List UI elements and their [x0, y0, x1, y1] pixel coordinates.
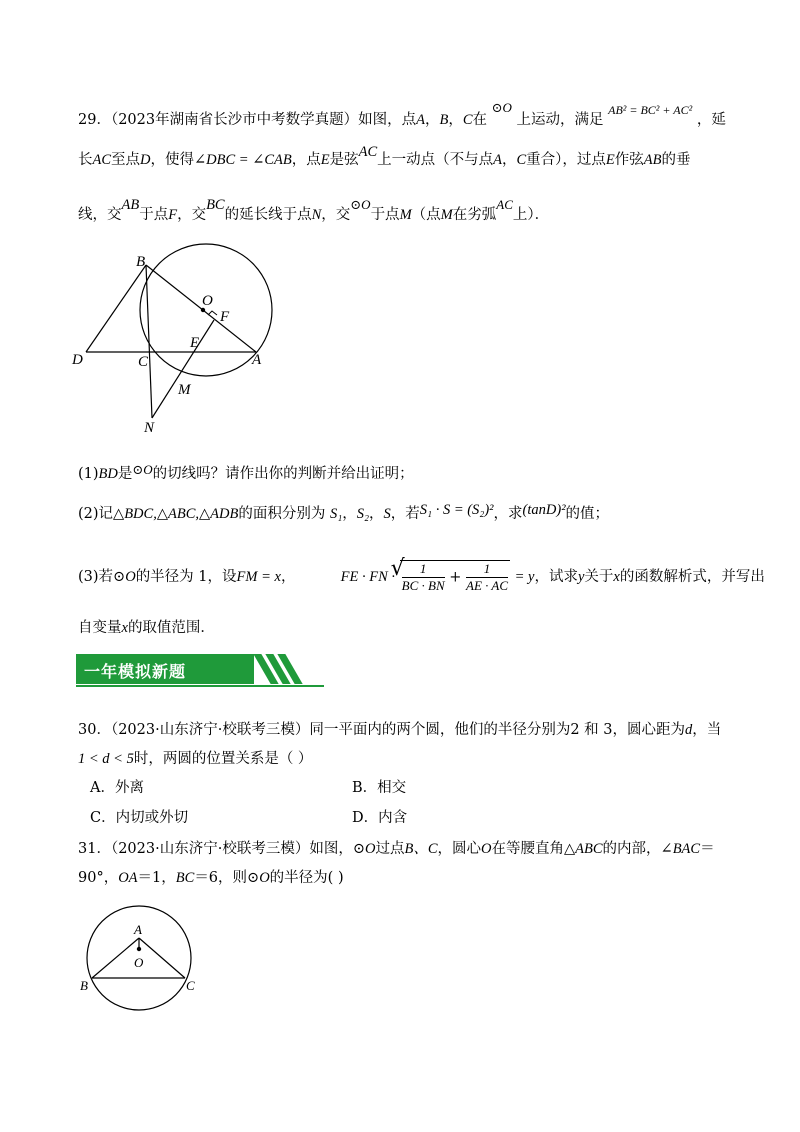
- text: ，交: [177, 207, 207, 223]
- label-a: A: [252, 352, 262, 368]
- label-b: B: [136, 254, 146, 270]
- text: 的半径为( ): [269, 870, 344, 886]
- text: 的垂: [661, 152, 691, 168]
- text: ，若: [390, 506, 420, 522]
- label-a: A: [134, 922, 142, 937]
- option-b[interactable]: B．相交: [352, 780, 407, 796]
- text: 的延长线于点: [224, 207, 312, 223]
- q29-line-1: [78, 100, 726, 130]
- q30-line-2: [78, 749, 312, 769]
- text: 如图，⊙: [309, 841, 365, 857]
- banner-underline: [76, 685, 324, 687]
- text: ，点: [291, 152, 321, 168]
- label-o: O: [202, 293, 213, 309]
- text: 在: [472, 112, 487, 128]
- q31-line-2: [78, 868, 344, 888]
- equation-areas: S₁ · S = (S₂)²: [419, 502, 494, 518]
- label-n: N: [144, 420, 155, 436]
- segment-ab: AB: [121, 197, 140, 213]
- option-a[interactable]: A．外离: [90, 780, 144, 796]
- q29-part-3: [78, 556, 765, 594]
- arc-ac: AC: [496, 197, 513, 212]
- denominator: AE · AC: [466, 578, 509, 593]
- var-s2: S₂: [356, 506, 370, 522]
- text: ＝6，则⊙: [194, 870, 260, 886]
- text: ，: [448, 112, 463, 128]
- banner-title: 一年模拟新题: [84, 662, 187, 681]
- var-a: A: [493, 152, 502, 168]
- text: 的值；: [565, 506, 610, 522]
- label-d: D: [72, 352, 83, 368]
- var-m: M: [440, 207, 453, 223]
- text: 上运动，满足: [516, 112, 604, 128]
- var-o: O: [481, 841, 492, 857]
- var-n: N: [311, 207, 322, 223]
- segment-nf: [152, 320, 214, 418]
- text: 的面积分别为: [238, 506, 326, 522]
- equation-fm: FM = x: [236, 569, 281, 585]
- segment-bd: [86, 265, 146, 352]
- label-c: C: [186, 978, 195, 993]
- text: 上一动点（不与点: [377, 152, 494, 168]
- label-o: O: [134, 955, 144, 970]
- text: ，: [280, 569, 296, 585]
- var-x: x: [613, 569, 620, 585]
- var-o: O: [259, 870, 270, 886]
- text: ，试求: [534, 569, 578, 585]
- triangle-abc: ABC: [575, 841, 603, 857]
- var-f: F: [168, 207, 178, 223]
- question-number: 29．: [78, 112, 111, 128]
- text: 的内部，∠: [602, 841, 673, 857]
- text: 的函数解析式，并写出: [619, 569, 765, 585]
- var-o: O: [125, 569, 136, 585]
- text: 如图，点: [358, 112, 417, 128]
- text: ，当: [692, 722, 722, 738]
- text: 重合），过点: [526, 152, 606, 168]
- equation-angle: ∠DBC = ∠CAB: [194, 152, 292, 168]
- var-d: D: [140, 152, 151, 168]
- circle-o-symbol: ⊙O: [132, 462, 153, 477]
- text: ，: [424, 112, 440, 128]
- equation-pythagoras: AB² = BC² + AC²: [608, 103, 693, 117]
- segment-ac: AC: [92, 152, 112, 168]
- text: （点: [411, 207, 441, 223]
- numerator: 1: [402, 561, 445, 578]
- text: 于点: [370, 207, 400, 223]
- text: ，求: [493, 506, 523, 522]
- figure-isoceles-circle: [74, 902, 214, 1026]
- circle-o-symbol: ⊙O: [491, 100, 512, 115]
- circle-o-symbol: ⊙O: [350, 197, 371, 212]
- var-c: C: [516, 152, 527, 168]
- q30-line-1: [78, 720, 721, 740]
- text: 的半径为 1，设: [135, 569, 237, 585]
- text: ＝: [700, 841, 715, 857]
- option-d[interactable]: D．内含: [352, 810, 408, 826]
- text: 是: [117, 466, 133, 482]
- sqrt-expression: √ $\frac{1}{BC \cdot BN}$ + $\frac{1}{AE \cdot AC}$: [390, 556, 509, 593]
- text: 的取值范围．: [127, 620, 215, 636]
- label-m: M: [178, 382, 191, 398]
- points-bc: B、C: [404, 841, 438, 857]
- label-c: C: [138, 354, 149, 370]
- label-f: F: [220, 309, 230, 325]
- question-source: （2023·山东济宁·校联考三模）: [110, 722, 310, 738]
- text: 时，两圆的位置关系是（ ）: [133, 751, 313, 767]
- text: ，圆心: [437, 841, 481, 857]
- text: 自变量: [78, 620, 122, 636]
- question-number: 30．: [78, 722, 111, 738]
- question-number: 31．: [78, 841, 111, 857]
- var-o: O: [364, 841, 376, 857]
- text: 于点: [139, 207, 169, 223]
- var-x: x: [121, 620, 128, 636]
- question-source: （2023·山东济宁·校联考三模）: [110, 841, 310, 857]
- text: ，交: [321, 207, 351, 223]
- text: 过点: [375, 841, 405, 857]
- segment-oa: OA: [118, 870, 138, 886]
- text: 关于: [584, 569, 614, 585]
- segment-ab: [92, 938, 139, 978]
- fraction-2: [466, 561, 508, 594]
- text: (2)记: [78, 506, 114, 522]
- var-y: y: [577, 569, 585, 585]
- var-e: E: [320, 152, 330, 168]
- var-s: S: [383, 506, 391, 522]
- text: ，延: [696, 112, 726, 128]
- fraction-1: [402, 561, 445, 594]
- text: 长: [78, 152, 93, 168]
- q31-line-1: [78, 839, 715, 859]
- expression-tan-squared: (tanD)²: [522, 502, 566, 518]
- var-m: M: [399, 207, 412, 223]
- text: 作弦: [614, 152, 644, 168]
- center-point-o: [137, 947, 141, 951]
- condition-d: 1 < d < 5: [78, 751, 134, 767]
- text: 线，交: [78, 207, 122, 223]
- angle-bac: BAC: [672, 841, 701, 857]
- question-source: （2023年湖南省长沙市中考数学真题）: [110, 112, 359, 128]
- segment-ac: [139, 938, 185, 978]
- equals-y: = y: [514, 569, 535, 585]
- var-b: B: [439, 112, 449, 128]
- q29-part-3-cont: [78, 618, 215, 638]
- text: 同一平面内的两个圆，他们的半径分别为2 和 3，圆心距为: [309, 722, 685, 738]
- text: 的切线吗？请作出你的判断并给出证明；: [152, 466, 414, 482]
- text: ，使得: [150, 152, 195, 168]
- q29-part-2: (2)记△BDC,△ABC,△ADB的面积分别为 S₁，S₂，S，若S₁ · S = (S₂)²，求(tanD)²的值；: [78, 502, 610, 522]
- label-e: E: [190, 335, 200, 351]
- sqrt-sign: √: [390, 556, 405, 581]
- segment-ba: [146, 265, 256, 352]
- text: 是弦: [329, 152, 359, 168]
- label-b: B: [80, 978, 88, 993]
- text: 上）．: [512, 207, 550, 223]
- var-c: C: [462, 112, 473, 128]
- text: 至点: [111, 152, 141, 168]
- segment-bd: BD: [98, 466, 118, 482]
- figure-circle-tangent: [66, 234, 286, 438]
- expression-fe-fn: FE · FN ·: [340, 569, 396, 585]
- var-e: E: [605, 152, 615, 168]
- option-c[interactable]: C．内切或外切: [90, 810, 189, 826]
- text: 在劣弧: [452, 207, 497, 223]
- text: 在等腰直角△: [491, 841, 576, 857]
- var-s1: S₁: [329, 506, 343, 522]
- numerator: 1: [466, 561, 508, 578]
- denominator: BC · BN: [401, 578, 445, 593]
- triangles-list: △BDC,△ABC,△ADB: [113, 506, 239, 522]
- text: (1): [78, 466, 99, 482]
- text: 90°，: [78, 870, 119, 886]
- text: (3)若⊙: [78, 569, 126, 585]
- segment-bc: BC: [175, 870, 195, 886]
- var-d: d: [685, 722, 693, 738]
- var-a: A: [416, 112, 425, 128]
- q29-line-3: [78, 197, 550, 225]
- segment-ac: AC: [358, 144, 378, 160]
- text: ＝1，: [137, 870, 176, 886]
- segment-bc: BC: [206, 197, 225, 213]
- section-banner: [76, 652, 324, 688]
- q29-line-2: 长AC至点D，使得∠DBC = ∠CAB，点E是弦AC上一动点（不与点A，C重合），过点E作弦AB的垂: [78, 144, 691, 168]
- segment-ab: AB: [643, 152, 662, 168]
- segment-bn: [146, 265, 152, 418]
- q29-part-1: [78, 464, 414, 484]
